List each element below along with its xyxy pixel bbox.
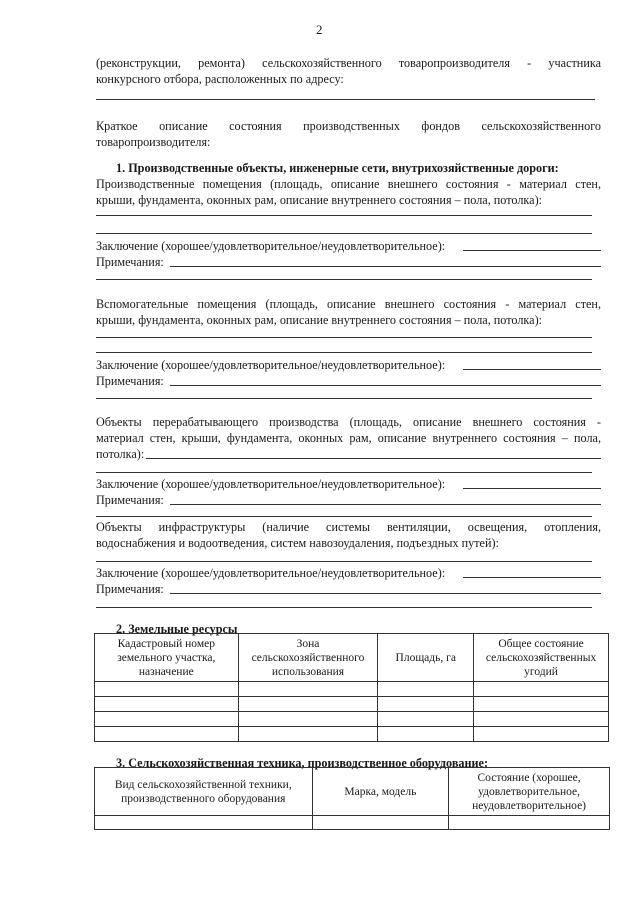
table-header-row [95, 768, 610, 816]
processing-line-2: материал стен, крыши, фундамента, оконных рам, описание внутреннего состояния – пола, [96, 431, 601, 445]
header-equipment-type: Вид сельскохозяйственной техники, производственного оборудования [95, 768, 313, 816]
conclusion-fill-line [463, 250, 601, 251]
header-equipment-condition: Состояние (хорошее, удовлетворительное, неудовлетворительное) [449, 768, 610, 816]
conclusion-fill-line [463, 369, 601, 370]
auxiliary-line-2: крыши, фундамента, оконных рам, описание внутреннего состояния – пола, потолка): [96, 313, 543, 327]
notes-fill-line [170, 504, 601, 505]
conclusion-fill-line [463, 488, 601, 489]
fill-line [96, 279, 592, 280]
table-row [95, 682, 609, 697]
section-2-heading: 2. Земельные ресурсы [116, 622, 238, 636]
auxiliary-line-1: Вспомогательные помещения (площадь, описание внешнего состояния - материал стен, [96, 297, 601, 311]
description-line-2: товаропроизводителя: [96, 135, 211, 149]
equipment-table [94, 767, 610, 830]
section-1-heading: 1. Производственные объекты, инженерные сети, внутрихозяйственные дороги: [116, 161, 559, 175]
notes-fill-line [170, 266, 601, 267]
production-line-2: крыши, фундамента, оконных рам, описание внутреннего состояния – пола, потолка): [96, 193, 543, 207]
fill-line [96, 215, 592, 216]
fill-line [96, 352, 592, 353]
table-row [95, 712, 609, 727]
notes-label: Примечания: [96, 374, 164, 388]
conclusion-label: Заключение (хорошее/удовлетворительное/неудовлетворительное): [96, 566, 446, 580]
conclusion-label: Заключение (хорошее/удовлетворительное/неудовлетворительное): [96, 239, 446, 253]
fill-line [96, 398, 592, 399]
table-row [95, 727, 609, 742]
processing-line-1: Объекты перерабатывающего производства (площадь, описание внешнего состояния - [96, 415, 601, 429]
notes-fill-line [170, 593, 601, 594]
page-number: 2 [316, 22, 323, 37]
conclusion-fill-line [463, 577, 601, 578]
fill-line [96, 337, 592, 338]
header-brand-model: Марка, модель [312, 768, 449, 816]
conclusion-label: Заключение (хорошее/удовлетворительное/неудовлетворительное): [96, 477, 446, 491]
description-line-1: Краткое описание состояния производственных фондов сельскохозяйственного [96, 119, 601, 133]
notes-label: Примечания: [96, 255, 164, 269]
fill-line [96, 233, 592, 234]
fill-line [96, 99, 595, 100]
table-row [95, 816, 610, 830]
fill-line [146, 458, 601, 459]
header-area: Площадь, га [378, 634, 474, 682]
header-land-condition: Общее состояние сельскохозяйственных угодий [474, 634, 609, 682]
fill-line [96, 561, 592, 562]
notes-label: Примечания: [96, 582, 164, 596]
fill-line [96, 516, 592, 517]
infrastructure-line-2: водоснабжения и водоотведения, систем навозоудаления, подъездных путей): [96, 536, 499, 550]
notes-label: Примечания: [96, 493, 164, 507]
infrastructure-line-1: Объекты инфраструктуры (наличие системы вентиляции, освещения, отопления, [96, 520, 601, 534]
table-header-row [95, 634, 609, 682]
intro-line-1: (реконструкции, ремонта) сельскохозяйственного товаропроизводителя - участника [96, 56, 601, 70]
conclusion-label: Заключение (хорошее/удовлетворительное/неудовлетворительное): [96, 358, 446, 372]
fill-line [96, 472, 592, 473]
processing-line-3: потолка): [96, 447, 145, 461]
fill-line [96, 607, 592, 608]
intro-line-2: конкурсного отбора, расположенных по адресу: [96, 72, 344, 86]
notes-fill-line [170, 385, 601, 386]
header-cadastral-number: Кадастровый номер земельного участка, назначение [95, 634, 239, 682]
production-line-1: Производственные помещения (площадь, описание внешнего состояния - материал стен, [96, 177, 601, 191]
land-resources-table [94, 633, 609, 742]
section-3-heading: 3. Сельскохозяйственная техника, производственное оборудование: [116, 756, 489, 770]
header-agricultural-zone: Зона сельскохозяйственного использования [238, 634, 378, 682]
table-row [95, 697, 609, 712]
